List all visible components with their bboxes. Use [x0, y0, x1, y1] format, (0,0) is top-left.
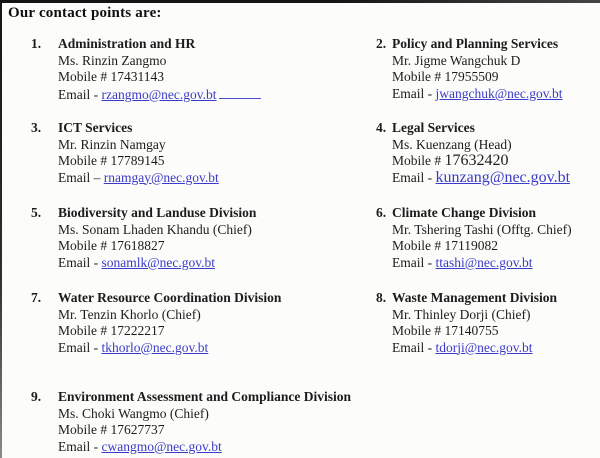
contact-name: Mr. Thinley Dorji (Chief)	[392, 306, 531, 322]
email-link[interactable]: sonamlk@nec.gov.bt	[101, 254, 216, 270]
email-link[interactable]: kunzang@nec.gov.bt	[435, 168, 571, 186]
mobile-label: Mobile #	[58, 422, 108, 437]
left-rule-line	[0, 0, 2, 458]
mobile-number: 17632420	[444, 152, 509, 169]
mobile-line	[58, 323, 281, 340]
mobile-number: 17789145	[110, 153, 165, 168]
contact-entry-3	[31, 120, 219, 186]
email-line	[58, 86, 261, 104]
mobile-label: Mobile #	[58, 69, 108, 84]
contact-name: Ms. Kuenzang (Head)	[392, 136, 512, 152]
mobile-line	[392, 323, 557, 340]
mobile-label: Mobile #	[392, 323, 442, 338]
email-line	[58, 170, 219, 187]
contact-name: Mr. Tshering Tashi (Offtg. Chief)	[392, 221, 572, 237]
mobile-number: 17618827	[110, 238, 165, 253]
email-link[interactable]: rzangmo@nec.gov.bt	[101, 86, 217, 102]
entry-number: 2.	[376, 36, 387, 51]
email-line	[392, 170, 570, 187]
email-link[interactable]: tkhorlo@nec.gov.bt	[101, 339, 209, 355]
division-title: Biodiversity and Landuse Division	[58, 205, 257, 220]
contact-entry-5	[31, 205, 256, 271]
email-label: Email -	[58, 438, 99, 454]
mobile-line	[58, 69, 261, 86]
email-label: Email -	[392, 85, 433, 101]
mobile-line	[58, 238, 256, 255]
contact-entry-6	[376, 205, 572, 271]
contact-entry-2	[376, 36, 563, 102]
mobile-line	[58, 153, 219, 170]
entry-number: 5.	[31, 205, 42, 220]
division-title: Legal Services	[392, 120, 475, 135]
email-label: Email -	[58, 86, 99, 102]
contact-entry-4	[376, 120, 570, 186]
email-label: Email -	[392, 169, 433, 185]
email-line	[58, 439, 351, 456]
entry-number: 9.	[31, 389, 42, 404]
mobile-number: 17627737	[110, 422, 165, 437]
division-title: ICT Services	[58, 120, 133, 135]
contact-name: Mr. Jigme Wangchuk D	[392, 52, 521, 68]
mobile-label: Mobile #	[58, 323, 108, 338]
email-line	[58, 255, 256, 272]
contact-entry-8	[376, 290, 557, 356]
email-link[interactable]: ttashi@nec.gov.bt	[435, 254, 533, 270]
email-label: Email -	[58, 339, 99, 355]
contact-name: Mr. Rinzin Namgay	[58, 136, 166, 152]
entry-number: 8.	[376, 290, 387, 305]
mobile-label: Mobile #	[392, 153, 442, 168]
email-label: Email -	[392, 339, 433, 355]
trailing-underline	[219, 86, 261, 99]
division-title: Water Resource Coordination Division	[58, 290, 282, 305]
email-link[interactable]: jwangchuk@nec.gov.bt	[435, 85, 563, 101]
mobile-number: 17955509	[444, 69, 499, 84]
entry-number: 6.	[376, 205, 387, 220]
email-link[interactable]: tdorji@nec.gov.bt	[435, 339, 533, 355]
email-line	[392, 340, 557, 357]
mobile-label: Mobile #	[58, 238, 108, 253]
contact-name: Mr. Tenzin Khorlo (Chief)	[58, 306, 201, 322]
contact-name: Ms. Rinzin Zangmo	[58, 52, 167, 68]
entry-number: 3.	[31, 120, 42, 135]
contact-name: Ms. Choki Wangmo (Chief)	[58, 405, 209, 421]
email-line	[392, 86, 563, 103]
mobile-label: Mobile #	[392, 69, 442, 84]
division-title: Administration and HR	[58, 36, 196, 51]
division-title: Environment Assessment and Compliance Division	[58, 389, 352, 404]
email-line	[392, 255, 572, 272]
division-title: Policy and Planning Services	[392, 36, 559, 51]
entry-number: 4.	[376, 120, 387, 135]
division-title: Waste Management Division	[392, 290, 557, 305]
contact-entry-1	[31, 36, 261, 103]
mobile-number: 17119082	[444, 238, 498, 253]
mobile-number: 17140755	[444, 323, 499, 338]
mobile-line	[392, 69, 563, 86]
email-link[interactable]: cwangmo@nec.gov.bt	[101, 438, 222, 454]
entry-number: 7.	[31, 290, 42, 305]
division-title: Climate Change Division	[392, 205, 537, 220]
mobile-label: Mobile #	[392, 238, 442, 253]
email-label: Email -	[58, 254, 99, 270]
page-title: Our contact points are:	[8, 5, 162, 21]
contact-entry-9	[31, 389, 351, 455]
top-rule-line	[0, 0, 600, 3]
mobile-line	[58, 422, 351, 439]
mobile-label: Mobile #	[58, 153, 108, 168]
entry-number: 1.	[31, 36, 42, 51]
mobile-number: 17431143	[110, 69, 164, 84]
mobile-line	[392, 153, 570, 170]
email-line	[58, 340, 281, 357]
contact-entry-7	[31, 290, 281, 356]
mobile-line	[392, 238, 572, 255]
email-label: Email -	[392, 254, 433, 270]
contact-name: Ms. Sonam Lhaden Khandu (Chief)	[58, 221, 252, 237]
email-label: Email –	[58, 169, 101, 185]
mobile-number: 17222217	[110, 323, 165, 338]
email-link[interactable]: rnamgay@nec.gov.bt	[103, 169, 219, 185]
